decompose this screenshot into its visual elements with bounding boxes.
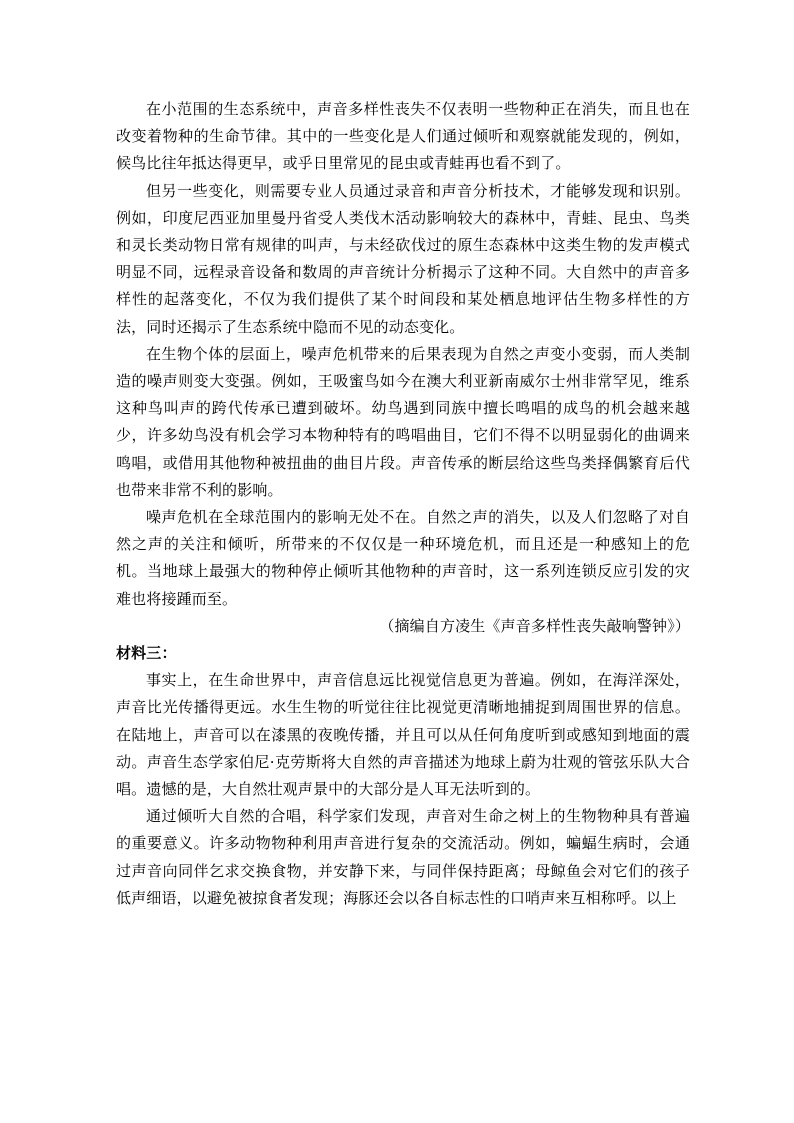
article-paragraph-3: 在生物个体的层面上，噪声危机带来的后果表现为自然之声变小变弱，而人类制造的噪声则变大变强。例如，王吸蜜鸟如今在澳大利亚新南威尔士州非常罕见，维系这种鸟叫声的跨代传承已遭到破坏。幼鸟遇到同族中擅长鸣唱的成鸟的机会越来越少，许多幼鸟没有机会学习本物种特有的鸣唱曲目，它们不得不以明显弱化的曲调来鸣唱，或借用其他物种被扭曲的曲目片段。声音传承的断层给这些鸟类择偶繁育后代也带来非常不利的影响。: [116, 344, 690, 499]
document-page: [116, 96, 690, 912]
article-paragraph-4: 噪声危机在全球范围内的影响无处不在。自然之声的消失，以及人们忽略了对自然之声的关注和倾听，所带来的不仅仅是一种环境危机，而且还是一种感知上的危机。当地球上最强大的物种停止倾听其他物种的声音时，这一系列连锁反应引发的灾难也将接踵而至。: [116, 508, 690, 608]
article-source: （摘编自方凌生《声音多样性丧失敲响警钟》）: [379, 616, 690, 635]
material3-paragraph-2: 通过倾听大自然的合唱，科学家们发现，声音对生命之树上的生物物种具有普遍的重要意义。许多动物物种利用声音进行复杂的交流活动。例如，蝙蝠生病时，会通过声音向同伴乞求交换食物，并安静下来，与同伴保持距离；母鲸鱼会对它们的孩子低声细语，以避免被掠食者发现；海豚还会以各自标志性的口哨声来互相称呼。以上: [116, 807, 690, 907]
material3-heading: 材料三：: [116, 644, 177, 663]
article-paragraph-2: 但另一些变化，则需要专业人员通过录音和声音分析技术，才能够发现和识别。例如，印度尼西亚加里曼丹省受人类伐木活动影响较大的森林中，青蛙、昆虫、鸟类和灵长类动物日常有规律的叫声，与未经砍伐过的原生态森林中这类生物的发声模式明显不同，远程录音设备和数周的声音统计分析揭示了这种不同。大自然中的声音多样性的起落变化，不仅为我们提供了某个时间段和某处栖息地评估生物多样性的方法，同时还揭示了生态系统中隐而不见的动态变化。: [116, 181, 690, 336]
material3-paragraph-1: 事实上，在生命世界中，声音信息远比视觉信息更为普遍。例如，在海洋深处，声音比光传播得更远。水生生物的听觉往往比视觉更清晰地捕捉到周围世界的信息。在陆地上，声音可以在漆黑的夜晚传播，并且可以从任何角度听到或感知到地面的震动。声音生态学家伯尼·克劳斯将大自然的声音描述为地球上蔚为壮观的管弦乐队大合唱。遗憾的是，大自然壮观声景中的大部分是人耳无法听到的。: [116, 671, 690, 799]
article-paragraph-1: 在小范围的生态系统中，声音多样性丧失不仅表明一些物种正在消失，而且也在改变着物种的生命节律。其中的一些变化是人们通过倾听和观察就能发现的，例如，候鸟比往年抵达得更早，或乎日里常见的昆虫或青蛙再也看不到了。: [116, 100, 690, 173]
